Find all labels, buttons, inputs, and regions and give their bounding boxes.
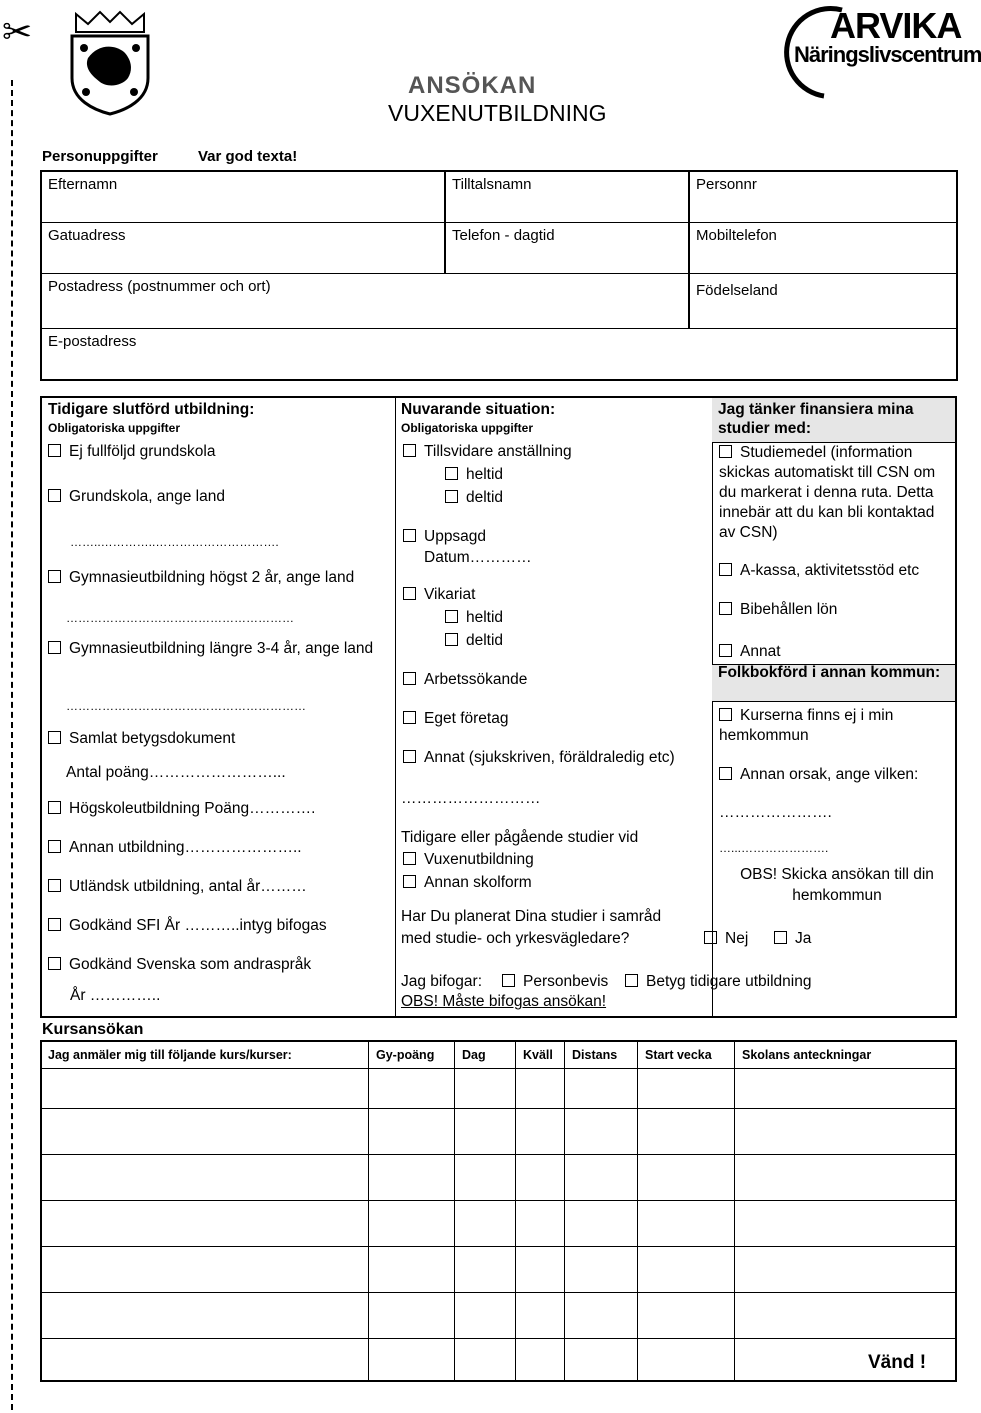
option-betygsdokument[interactable]: Samlat betygsdokument xyxy=(48,729,235,749)
table-row[interactable] xyxy=(42,1292,955,1293)
option-kurserna-finns-ej[interactable]: Kurserna finns ej i min hemkommun xyxy=(719,707,894,744)
field-epost[interactable]: E-postadress xyxy=(41,329,957,381)
folkbokford-heading: Folkbokförd i annan kommun: xyxy=(718,664,941,681)
checkbox-icon[interactable] xyxy=(502,974,515,987)
checkbox-icon[interactable] xyxy=(403,711,416,724)
option-hogskola[interactable]: Högskoleutbildning Poäng…………. xyxy=(48,799,315,819)
option-svenska[interactable]: Godkänd Svenska som andraspråk xyxy=(48,955,311,975)
checkbox-icon[interactable] xyxy=(48,731,61,744)
bifogar-label: Jag bifogar: xyxy=(401,973,482,990)
checkbox-icon[interactable] xyxy=(445,490,458,503)
annan-orsak-line1[interactable]: …………………. xyxy=(719,804,832,821)
option-annan-utbildning[interactable]: Annan utbildning………………….. xyxy=(48,838,302,858)
checkbox-icon[interactable] xyxy=(774,931,787,944)
checkbox-icon[interactable] xyxy=(403,529,416,542)
situation-title: Nuvarande situation: xyxy=(401,401,556,418)
field-mobil[interactable]: Mobiltelefon xyxy=(689,223,957,274)
field-personnr[interactable]: Personnr xyxy=(689,171,957,223)
checkbox-icon[interactable] xyxy=(719,445,732,458)
option-studiemedel[interactable]: Studiemedel (information skickas automatiskt till CSN om du markerat i denna ruta. Detta innebär att du kan bli kontaktad av CSN) xyxy=(719,444,936,541)
tidigare-studier-label: Tidigare eller pågående studier vid xyxy=(401,829,639,846)
table-row[interactable] xyxy=(42,1338,955,1339)
gym-lang-land-line[interactable]: …………………………………………………… xyxy=(66,699,306,713)
education-title: Tidigare slutförd utbildning: xyxy=(48,401,255,418)
checkbox-icon[interactable] xyxy=(48,444,61,457)
checkbox-icon[interactable] xyxy=(719,767,732,780)
field-tilltalsnamn[interactable]: Tilltalsnamn xyxy=(445,171,689,223)
option-grundskola[interactable]: Grundskola, ange land xyxy=(48,487,225,507)
obs-hemkommun: OBS! Skicka ansökan till din hemkommun xyxy=(740,866,934,904)
page-subtitle: VUXENUTBILDNING xyxy=(388,100,607,126)
antal-poang[interactable]: Antal poäng……………………... xyxy=(66,764,286,781)
option-annan-orsak[interactable]: Annan orsak, ange vilken: xyxy=(719,765,918,785)
checkbox-icon[interactable] xyxy=(719,708,732,721)
personal-info-table xyxy=(40,170,958,381)
option-eget-foretag[interactable]: Eget företag xyxy=(403,709,508,729)
field-gatuadress[interactable]: Gatuadress xyxy=(41,223,445,274)
option-akassa[interactable]: A-kassa, aktivitetsstöd etc xyxy=(719,561,919,581)
checkbox-icon[interactable] xyxy=(719,644,732,657)
checkbox-icon[interactable] xyxy=(403,750,416,763)
annat-situation-line[interactable]: ……………………… xyxy=(401,790,541,807)
option-annat-situation[interactable]: Annat (sjukskriven, föräldraledig etc) xyxy=(403,748,675,768)
col-header-kvall: Kväll xyxy=(523,1048,553,1062)
option-utlandsk[interactable]: Utländsk utbildning, antal år……… xyxy=(48,877,307,897)
col-header-dag: Dag xyxy=(462,1048,486,1062)
checkbox-icon[interactable] xyxy=(403,875,416,888)
table-row[interactable] xyxy=(42,1246,955,1247)
field-fodelseland[interactable]: Födelseland xyxy=(689,274,957,329)
table-row[interactable] xyxy=(42,1108,955,1109)
checkbox-icon[interactable] xyxy=(48,879,61,892)
option-tillsvidare-heltid[interactable]: heltid xyxy=(445,465,503,485)
finance-title: Jag tänker finansiera mina studier med: xyxy=(718,401,914,437)
svenska-ar[interactable]: År ………….. xyxy=(70,987,161,1004)
option-vuxenutbildning[interactable]: Vuxenutbildning xyxy=(403,850,534,870)
field-telefon[interactable]: Telefon - dagtid xyxy=(445,223,689,274)
course-table xyxy=(40,1040,957,1382)
option-uppsagd[interactable]: Uppsagd xyxy=(403,527,486,547)
kursansokan-heading: Kursansökan xyxy=(42,1021,144,1038)
field-efternamn[interactable]: Efternamn xyxy=(41,171,445,223)
checkbox-icon[interactable] xyxy=(719,563,732,576)
checkbox-icon[interactable] xyxy=(403,587,416,600)
table-row[interactable] xyxy=(42,1154,955,1155)
option-vikariat-deltid[interactable]: deltid xyxy=(445,631,503,651)
checkbox-icon[interactable] xyxy=(48,840,61,853)
option-annan-skolform[interactable]: Annan skolform xyxy=(403,873,532,893)
print-instruction: Var god texta! xyxy=(198,148,298,165)
option-annat-finans[interactable]: Annat xyxy=(719,642,781,662)
option-ja[interactable]: Ja xyxy=(774,929,811,949)
annan-orsak-line2[interactable]: …...…………………. xyxy=(719,841,829,855)
table-row[interactable] xyxy=(42,1200,955,1201)
checkbox-icon[interactable] xyxy=(445,610,458,623)
planerat-question-line1: Har Du planerat Dina studier i samråd xyxy=(401,908,662,925)
option-ej-grundskola[interactable]: Ej fullföljd grundskola xyxy=(48,442,215,462)
scissors-icon: ✂ xyxy=(2,11,33,52)
coat-of-arms-icon xyxy=(64,8,156,116)
option-nej[interactable]: Nej xyxy=(704,929,748,949)
checkbox-icon[interactable] xyxy=(48,918,61,931)
checkbox-icon[interactable] xyxy=(704,931,717,944)
checkbox-icon[interactable] xyxy=(48,641,61,654)
checkbox-icon[interactable] xyxy=(445,467,458,480)
obs-bifogas: OBS! Måste bifogas ansökan! xyxy=(401,993,607,1010)
option-gym-lang[interactable]: Gymnasieutbildning längre 3-4 år, ange land xyxy=(48,639,378,659)
option-tillsvidare-deltid[interactable]: deltid xyxy=(445,488,503,508)
checkbox-icon[interactable] xyxy=(403,852,416,865)
option-arbetssokande[interactable]: Arbetssökande xyxy=(403,670,527,690)
checkbox-icon[interactable] xyxy=(445,633,458,646)
option-vikariat-heltid[interactable]: heltid xyxy=(445,608,503,628)
gym-kort-land-line[interactable]: ………………………………………………… xyxy=(66,611,294,625)
uppsagd-datum[interactable]: Datum………… xyxy=(424,549,532,566)
checkbox-icon[interactable] xyxy=(48,957,61,970)
col-header-kurs: Jag anmäler mig till följande kurs/kurser: xyxy=(48,1048,292,1062)
planerat-question-line2: med studie- och yrkesvägledare? xyxy=(401,930,630,947)
arvika-logo: ARVIKA Näringslivscentrum xyxy=(772,6,948,98)
checkbox-icon[interactable] xyxy=(625,974,638,987)
turn-page-note: Vänd ! xyxy=(868,1352,927,1373)
checkbox-icon[interactable] xyxy=(48,489,61,502)
grundskola-land-line[interactable]: ……..…………..…………………………. xyxy=(70,535,279,549)
option-tillsvidare[interactable]: Tillsvidare anställning xyxy=(403,442,572,462)
personal-heading: Personuppgifter xyxy=(42,148,158,165)
page-title: ANSÖKAN xyxy=(408,72,537,99)
option-bibehallen-lon[interactable]: Bibehållen lön xyxy=(719,600,837,620)
option-sfi[interactable]: Godkänd SFI År ………..intyg bifogas xyxy=(48,916,327,936)
checkbox-icon[interactable] xyxy=(48,801,61,814)
col-header-anteckningar: Skolans anteckningar xyxy=(742,1048,872,1062)
option-gym-kort[interactable]: Gymnasieutbildning högst 2 år, ange land xyxy=(48,568,354,588)
option-betyg[interactable]: Betyg tidigare utbildning xyxy=(625,972,811,992)
checkbox-icon[interactable] xyxy=(403,672,416,685)
situation-mandatory: Obligatoriska uppgifter xyxy=(401,421,534,435)
checkbox-icon[interactable] xyxy=(719,602,732,615)
option-personbevis[interactable]: Personbevis xyxy=(502,972,608,992)
checkbox-icon[interactable] xyxy=(48,570,61,583)
checkbox-icon[interactable] xyxy=(403,444,416,457)
cut-line xyxy=(11,80,13,1410)
education-mandatory: Obligatoriska uppgifter xyxy=(48,421,181,435)
option-vikariat[interactable]: Vikariat xyxy=(403,585,475,605)
col-header-gy-poang: Gy-poäng xyxy=(376,1048,435,1062)
col-header-distans: Distans xyxy=(572,1048,618,1062)
field-postadress[interactable]: Postadress (postnummer och ort) xyxy=(41,274,689,329)
col-header-start-vecka: Start vecka xyxy=(645,1048,712,1062)
